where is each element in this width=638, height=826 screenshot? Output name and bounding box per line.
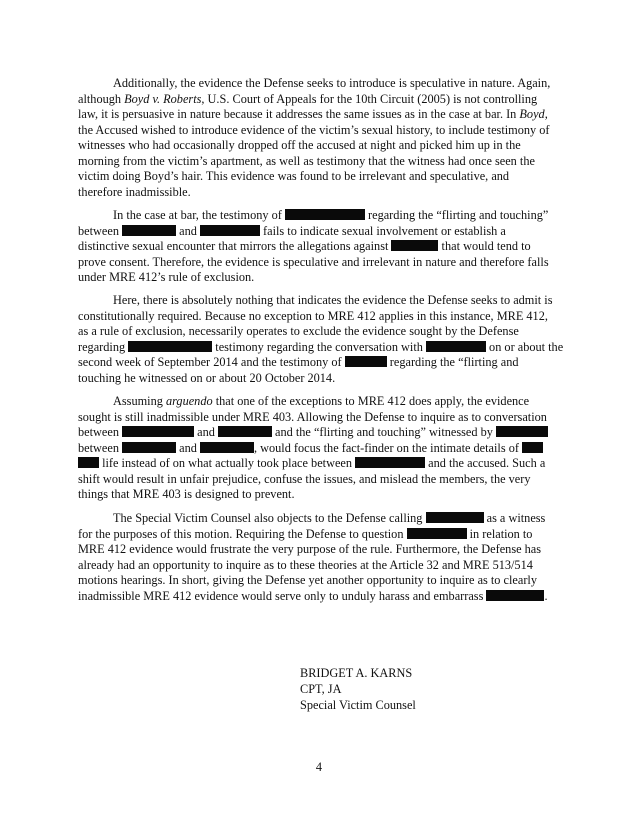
text-run: the Accused wished to introduce evidence of the victim’s sexual history, to include testimony of: [78, 122, 550, 137]
redaction-bar: [122, 426, 194, 437]
text-run: constitutionally required. Because no exception to MRE 412 applies in this instance, MRE 412,: [78, 308, 548, 323]
text-run: touching he witnessed on or about 20 October 2014.: [78, 370, 336, 385]
text-line: [78, 107, 568, 123]
text-run: for the purposes of this motion. Requiring the Defense to question: [78, 526, 407, 541]
text-run: between: [78, 425, 123, 439]
text-line: [78, 441, 568, 457]
text-run: in relation to: [466, 526, 533, 541]
text-line: [78, 255, 568, 271]
text-line: [78, 410, 568, 426]
text-line: [78, 573, 568, 589]
text-run: on or about the: [485, 339, 564, 354]
text-run: morning from the victim’s apartment, as well as testimony that the witness had once seen the: [78, 153, 535, 168]
text-run: distinctive sexual encounter that mirrors the allegations against: [78, 239, 392, 253]
text-run: things that MRE 403 is designed to prevent.: [78, 487, 295, 501]
text-run: as a witness: [483, 511, 546, 525]
redaction-bar: [218, 426, 272, 437]
text-line: [78, 394, 568, 410]
text-line: [78, 92, 568, 108]
italic-citation: arguendo: [165, 394, 213, 408]
text-line: [78, 355, 568, 371]
paragraph-mre-403-argument: [78, 394, 568, 503]
italic-citation: Boyd,: [519, 107, 548, 121]
text-run: already had an opportunity to inquire as to these theories at the Article 32 and MRE 513/514: [78, 557, 533, 572]
page-number: 4: [315, 760, 323, 774]
text-line: [78, 138, 568, 154]
text-run: law, it is persuasive in nature because it addresses the same issues as in the case at bar. In: [78, 107, 520, 121]
text-run: that would tend to: [438, 239, 531, 253]
signer-title: Special Victim Counsel: [300, 698, 416, 712]
signer-name: BRIDGET A. KARNS: [300, 666, 413, 680]
redaction-bar: [345, 356, 387, 367]
paragraph-mre-412-exclusion: [78, 293, 568, 386]
text-run: and the accused. Such a: [425, 456, 546, 470]
signature-block: [300, 665, 416, 713]
text-run: Assuming: [113, 394, 166, 408]
text-run: therefore inadmissible.: [78, 184, 191, 199]
text-run: life instead of on what actually took place between: [99, 456, 356, 470]
text-run: , would focus the fact-finder on the intimate details of: [253, 440, 523, 455]
text-line: [78, 270, 568, 286]
text-line: [78, 511, 568, 527]
text-line: [78, 589, 568, 605]
text-line: [78, 324, 568, 340]
text-run: .: [544, 588, 548, 603]
text-run: The Special Victim Counsel also objects to the Defense calling: [113, 511, 426, 525]
redaction-bar: [522, 442, 543, 453]
text-run: shift would result in unfair prejudice, confuse the issues, and mislead the members, the very: [78, 471, 531, 486]
text-line: [78, 208, 568, 224]
text-run: Here, there is absolutely nothing that indicates the evidence the Defense seeks to admit is: [113, 293, 553, 307]
redaction-bar: [122, 442, 176, 453]
redaction-bar: [426, 341, 486, 352]
text-run: In the case at bar, the testimony of: [113, 208, 285, 222]
redaction-bar: [200, 225, 260, 236]
text-run: between: [78, 223, 123, 238]
text-line: [78, 309, 568, 325]
redaction-bar: [486, 590, 544, 601]
text-line: [78, 425, 568, 441]
text-run: testimony regarding the conversation with: [212, 339, 426, 354]
text-run: regarding the “flirting and touching”: [364, 208, 549, 222]
redaction-bar: [407, 528, 467, 539]
text-run: witnesses who had occasionally dropped off the accused at night and picked him up in the: [78, 138, 521, 152]
text-run: regarding the “flirting and: [386, 355, 519, 369]
text-line: [78, 527, 568, 543]
text-line: [78, 224, 568, 240]
text-line: [78, 76, 568, 92]
text-run: although: [78, 91, 125, 106]
text-line: [78, 123, 568, 139]
text-line: [78, 239, 568, 255]
text-run: prove consent. Therefore, the evidence is speculative and irrelevant in nature and therefore falls: [78, 254, 549, 269]
redaction-bar: [355, 457, 425, 468]
text-line: [78, 542, 568, 558]
text-run: second week of September 2014 and the testimony of: [78, 355, 345, 369]
paragraph-case-at-bar: [78, 208, 568, 286]
redaction-bar: [128, 341, 212, 352]
signer-rank: CPT, JA: [300, 682, 342, 696]
text-line: [78, 154, 568, 170]
text-run: motions hearings. In short, giving the Defense yet another opportunity to inquire as to clearly: [78, 573, 537, 587]
paragraph-objection-to-witness: [78, 511, 568, 604]
text-run: , U.S. Court of Appeals for the 10th Circuit (2005) is not controlling: [201, 91, 538, 106]
text-line: [78, 487, 568, 503]
redaction-bar: [78, 457, 99, 468]
text-line: [78, 472, 568, 488]
redaction-bar: [285, 209, 365, 220]
text-line: [78, 185, 568, 201]
text-run: sought is still inadmissible under MRE 403. Allowing the Defense to inquire as to conversation: [78, 409, 547, 424]
text-line: [78, 456, 568, 472]
text-run: victim doing Boyd’s hair. This evidence was found to be irrelevant and speculative, and: [78, 169, 510, 183]
text-run: regarding: [78, 339, 129, 354]
text-run: and: [176, 440, 200, 455]
text-line: [78, 558, 568, 574]
text-run: that one of the exceptions to MRE 412 does apply, the evidence: [212, 394, 530, 408]
text-run: MRE 412 evidence would frustrate the very purpose of the rule. Furthermore, the Defense has: [78, 542, 542, 556]
redaction-bar: [122, 225, 176, 236]
text-run: inadmissible MRE 412 evidence would serve only to unduly harass and embarrass: [78, 588, 487, 603]
redaction-bar: [200, 442, 254, 453]
text-run: and: [194, 425, 218, 439]
text-line: [78, 169, 568, 185]
text-run: between: [78, 440, 123, 455]
text-run: under MRE 412’s rule of exclusion.: [78, 270, 255, 284]
text-line: [78, 293, 568, 309]
text-run: as a rule of exclusion, necessarily operates to exclude the evidence sought by the Defense: [78, 324, 519, 338]
redaction-bar: [426, 512, 484, 523]
text-line: [78, 371, 568, 387]
text-line: [78, 340, 568, 356]
text-run: and: [176, 223, 200, 238]
text-run: Additionally, the evidence the Defense seeks to introduce is speculative in nature. Again,: [113, 76, 551, 90]
redaction-bar: [391, 240, 438, 251]
text-run: and the “flirting and touching” witnessed by: [271, 425, 496, 439]
redaction-bar: [496, 426, 548, 437]
text-run: fails to indicate sexual involvement or establish a: [259, 223, 506, 238]
paragraph-boyd-precedent: [78, 76, 568, 200]
italic-citation: Boyd v. Roberts: [124, 91, 202, 106]
